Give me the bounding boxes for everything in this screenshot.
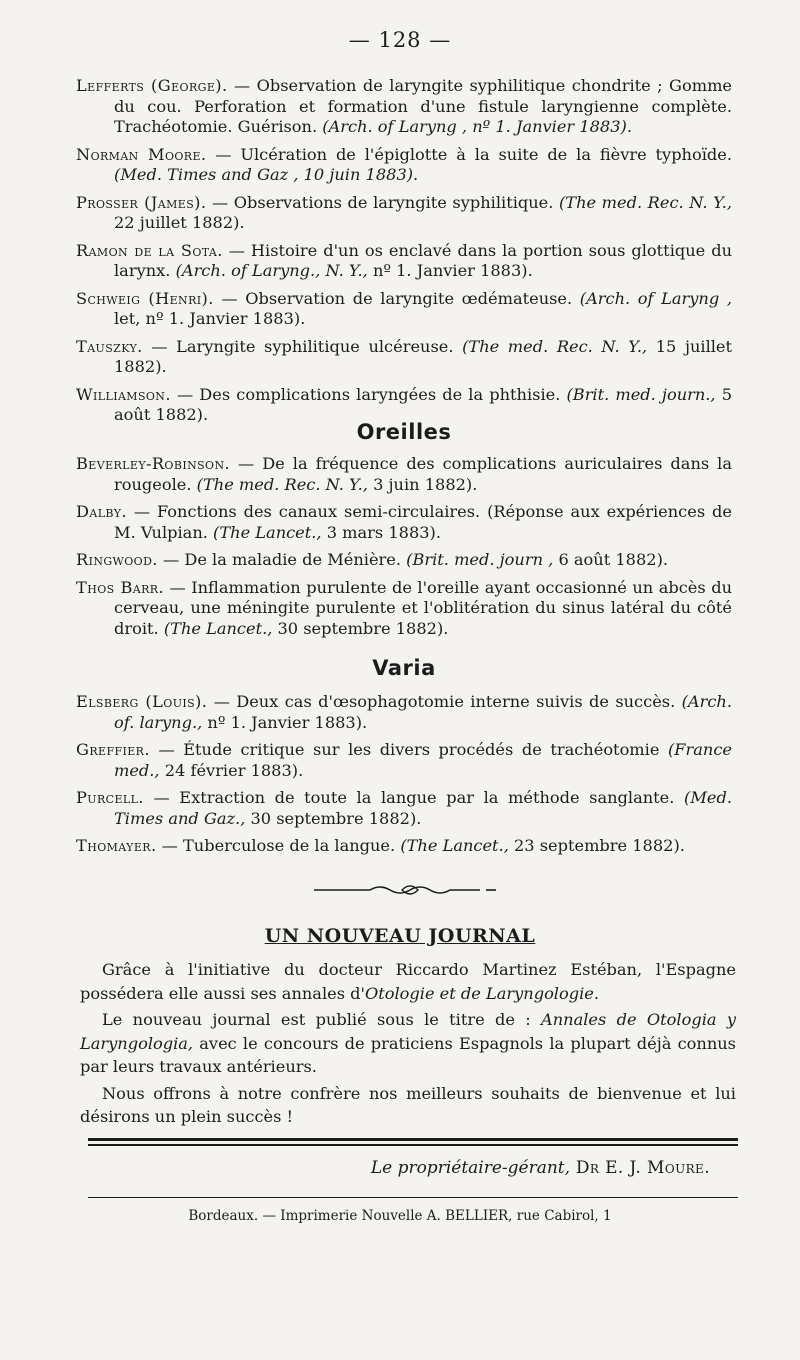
printer-imprint: Bordeaux. — Imprimerie Nouvelle A. BELLIER, rue Cabirol, 1 [188,1208,612,1224]
entry-source: (The med. Rec. N. Y., [462,336,648,356]
entry-tail: 15 juillet 1882). [114,336,733,376]
paragraph-text: Le nouveau journal est publié sous le titre de : [102,1010,542,1029]
entry-source: (The Lancet., [163,618,273,638]
entry-author: Thomayer. [76,836,157,855]
announcement-body [80,958,736,1132]
section-oreilles [76,420,732,646]
entry-author: Purcell. [76,788,144,807]
entry-text: — Tuberculose de la langue. [156,836,401,855]
entry-source: (Arch. of Laryng., N. Y., [175,261,368,280]
entry-text: — Ulcération de l'épiglotte à la suite de la fièvre typhoïde. [206,144,732,164]
entry-tail: 3 juin 1882). [367,474,478,494]
ornament-divider-icon [310,880,500,900]
laryngology-entries [76,76,732,433]
section-varia [76,656,732,864]
entry-source: (The med. Rec. N. Y., [196,474,368,494]
entry-author: Ringwood. [76,550,158,569]
entry-tail: 22 juillet 1882). [114,213,245,232]
paragraph-italic: Otologie et de Laryngologie. [364,983,599,1003]
signature-line [88,1158,710,1178]
entry-author: Ramon de la Sota. [76,240,223,260]
entry-author: Lefferts (George). [76,76,228,95]
entry-text: — Des complications laryngées de la phthisie. [170,384,567,404]
bibliography-entry [76,578,732,640]
entry-author: Schweig (Henri). [76,288,214,308]
page-number: — 128 — [348,28,452,52]
bibliography-entry [76,836,732,857]
footer-rule [88,1197,738,1198]
entry-tail: 24 février 1883). [159,760,304,780]
entry-tail: nº 1. Janvier 1883). [367,261,533,280]
double-rule-bottom [88,1144,738,1146]
section-heading-varia: Varia [372,656,436,680]
section-heading-oreilles: Oreilles [356,420,452,444]
entry-tail: 30 septembre 1882). [245,808,422,828]
signature-role: Le propriétaire-gérant, [370,1158,571,1178]
bibliography-entry [76,692,732,733]
bibliography-entry [76,788,732,829]
bibliography-entry [76,454,732,495]
entry-tail: let, nº 1. Janvier 1883). [114,309,306,328]
entry-tail: 30 septembre 1882). [272,618,449,638]
entry-text: — Observation de laryngite œdémateuse. [213,288,580,308]
entry-source: (Arch. of Laryng , [579,288,732,308]
announcement-paragraph [80,958,736,1005]
entry-text: — Observations de laryngite syphilitique. [206,192,559,212]
entry-source: (Brit. med. journ , [406,550,554,569]
entry-author: Norman Moore. [76,144,207,164]
entry-text: — Extraction de toute la langue par la méthode sanglante. [143,788,685,807]
entry-tail: nº 1. Janvier 1883). [202,712,368,732]
bibliography-entry [76,337,732,378]
entry-source: (Med. Times and Gaz., [114,788,732,828]
entry-tail: 3 mars 1883). [321,522,442,542]
entry-author: Greffier. [76,740,150,759]
entry-text: — Inflammation purulente de l'oreille ayant occasionné un abcès du cerveau, une méningite purulente et l'oblitération du sinus latéral du côté droit. [114,577,732,638]
bibliography-entry [76,241,732,282]
bibliography-entry [76,193,732,234]
entry-source: (France med., [114,740,732,780]
entry-author: Williamson. [76,384,171,404]
announcement-paragraph: Nous offrons à notre confrère nos meilleurs souhaits de bienvenue et lui désirons un plein succès ! [80,1083,736,1126]
entry-source: (The Lancet., [400,836,509,855]
double-rule-top [88,1138,738,1141]
bibliography-entry [76,145,732,186]
entry-author: Thos Barr. [76,577,165,597]
signature-name: Dr E. J. Moure. [570,1158,710,1178]
entry-text: — De la fréquence des complications auriculaires dans la rougeole. [114,454,732,494]
entry-text: — Fonctions des canaux semi-circulaires. (Réponse aux expériences de M. Vulpian. [114,502,732,542]
entry-author: Tauszky. [76,336,143,356]
paragraph-text: Grâce à l'initiative du docteur Riccardo Martinez Estéban, l'Espagne possédera elle aussi ses annales d' [80,960,736,1003]
paragraph-italic: Annales de Otologia y Laryngologia, [80,1010,736,1053]
entry-text: — Étude critique sur les divers procédés de trachéotomie [149,740,668,759]
entry-source: (Arch. of. laryng., [114,692,732,732]
entry-source: (Brit. med. journ., [566,384,716,404]
bibliography-entry [76,740,732,781]
entry-text: — Observation de laryngite syphilitique chondrite ; Gomme du cou. Perforation et formation d'une fistule laryngienne complète. Trachéotomie. Guérison. [114,76,732,136]
entry-source: (The med. Rec. N. Y., [558,192,732,212]
entry-text: — Histoire d'un os enclavé dans la portion sous glottique du larynx. [114,240,732,280]
entry-author: Dalby. [76,502,127,521]
announcement-paragraph [80,1008,736,1079]
bibliography-entry [76,76,732,138]
entry-text: — Deux cas d'œsophagotomie interne suivis de succès. [207,692,682,711]
entry-author: Beverley-Robinson. [76,454,231,473]
entry-text: — De la maladie de Ménière. [157,550,407,569]
bibliography-entry [76,289,732,330]
entry-author: Prosser (James). [76,192,207,212]
announcement-title: UN NOUVEAU JOURNAL [264,925,536,947]
bibliography-entry [76,550,732,571]
entry-tail: 6 août 1882). [553,550,669,569]
bibliography-entry [76,502,732,543]
entry-author: Elsberg (Louis). [76,692,208,711]
entry-tail: 5 août 1882). [114,384,733,424]
entry-source: (The Lancet., [213,522,322,542]
entry-source: (Med. Times and Gaz , 10 juin 1883). [114,165,419,184]
paragraph-text: avec le concours de praticiens Espagnols la plupart déjà connus par leurs travaux antérieurs. [80,1033,736,1076]
entry-source: (Arch. of Laryng , nº 1. Janvier 1883). [322,117,632,136]
entry-text: — Laryngite syphilitique ulcéreuse. [142,336,463,356]
entry-tail: 23 septembre 1882). [508,836,685,855]
